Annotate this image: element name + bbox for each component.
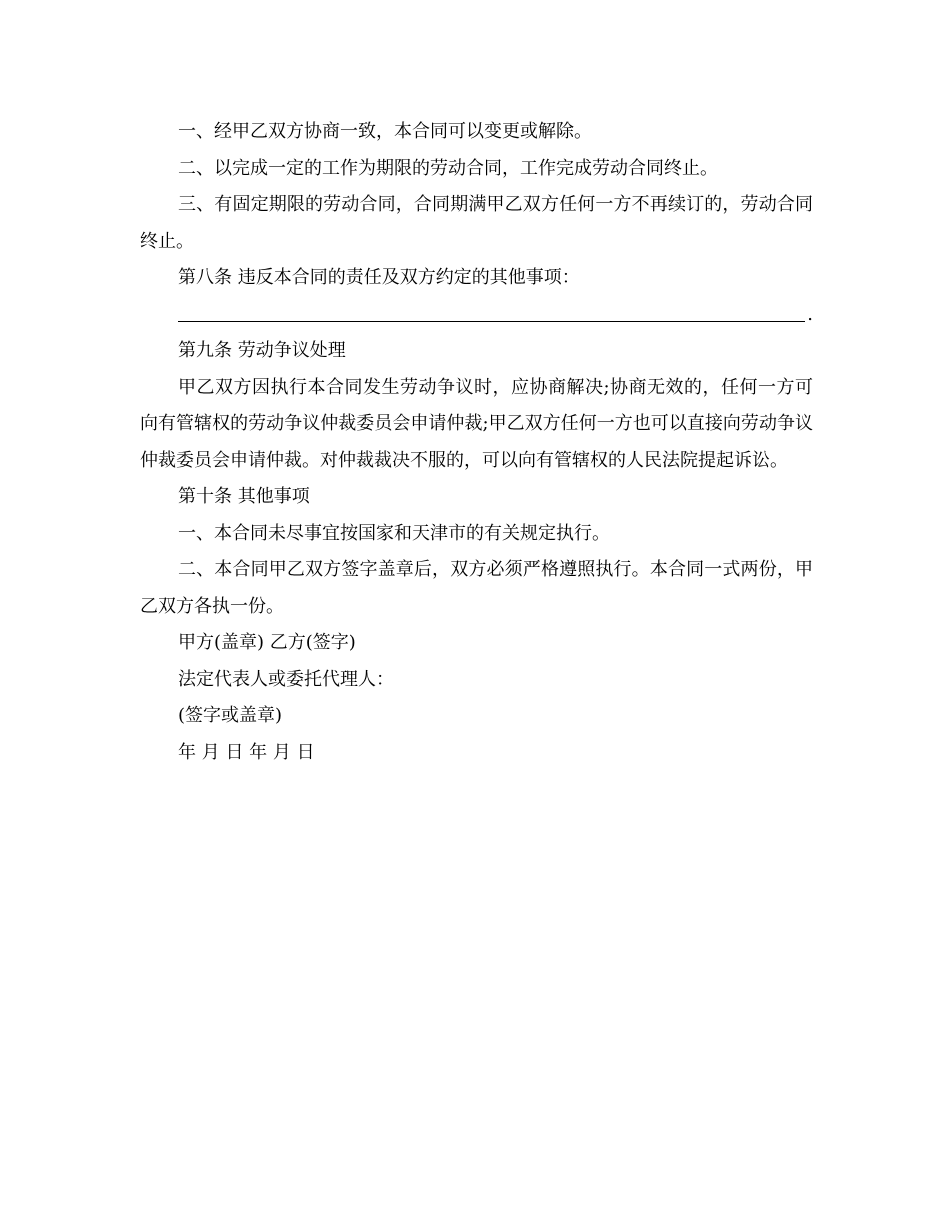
clause-termination-3: 三、有固定期限的劳动合同，合同期满甲乙双方任何一方不再续订的，劳动合同终止。 bbox=[140, 194, 813, 252]
line-end-period: . bbox=[807, 303, 813, 325]
article-10-heading: 第十条 其他事项 bbox=[178, 486, 310, 507]
signature-parties: 甲方(盖章) 乙方(签字) bbox=[178, 632, 356, 653]
article-10-item-1: 一、本合同未尽事宜按国家和天津市的有关规定执行。 bbox=[178, 522, 610, 544]
underline-rule bbox=[178, 321, 805, 322]
sign-or-seal: (签字或盖章) bbox=[178, 705, 283, 726]
signature-dates: 年 月 日 年 月 日 bbox=[178, 741, 315, 763]
contract-text bbox=[140, 114, 813, 771]
article-10-item-2: 二、本合同甲乙双方签字盖章后，双方必须严格遵照执行。本合同一式两份，甲乙双方各执一份。 bbox=[140, 559, 813, 617]
legal-representative: 法定代表人或委托代理人： bbox=[178, 668, 394, 690]
clause-termination-2: 二、以完成一定的工作为期限的劳动合同，工作完成劳动合同终止。 bbox=[178, 157, 718, 179]
article-9-body: 甲乙双方因执行本合同发生劳动争议时，应协商解决;协商无效的，任何一方可向有管辖权的劳动争议仲裁委员会申请仲裁;甲乙双方任何一方也可以直接向劳动争议仲裁委员会申请仲裁。对仲裁裁决不服的，可以向有管辖权的人民法院提起诉讼。 bbox=[140, 376, 813, 471]
article-9-heading: 第九条 劳动争议处理 bbox=[178, 340, 346, 361]
article-8-heading: 第八条 违反本合同的责任及双方约定的其他事项： bbox=[178, 267, 580, 288]
clause-termination-1: 一、经甲乙双方协商一致，本合同可以变更或解除。 bbox=[178, 121, 592, 142]
blank-fill-line bbox=[140, 297, 813, 334]
